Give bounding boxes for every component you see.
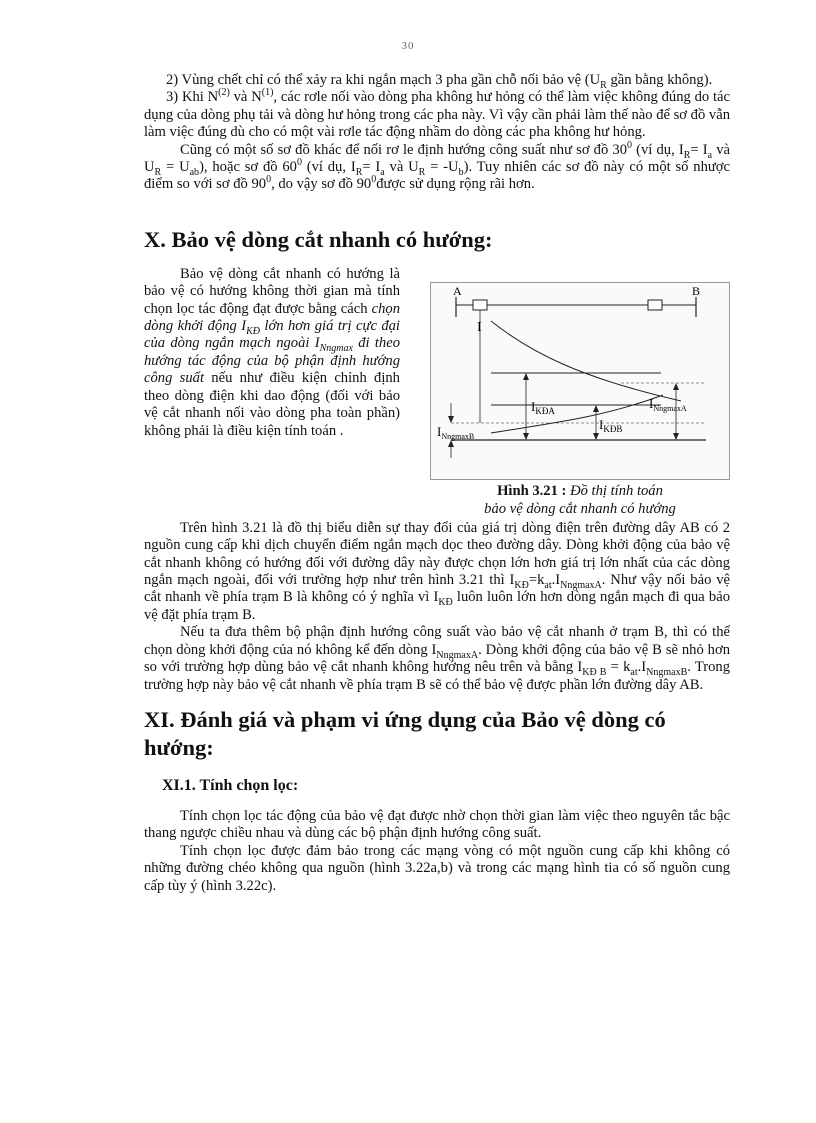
label-a: A <box>453 283 462 298</box>
curve-from-b <box>491 395 663 433</box>
paragraph-dead-zone: 2) Vùng chết chỉ có thể xảy ra khi ngắn mạch 3 pha gần chỗ nối bảo vệ ($U_R$ gần bằng không). <box>166 72 713 91</box>
label-ikdb: $I_{KĐB}$ <box>599 416 623 434</box>
figure-frame <box>430 282 730 480</box>
section-x-intro-with-figure <box>144 266 730 518</box>
breaker-b <box>648 300 662 310</box>
page-number: 30 <box>401 40 415 52</box>
paragraph-selectivity-2: Tính chọn lọc được đảm bảo trong các mạng vòng có một nguồn cung cấp khi không có những đường chéo không qua nguồn (hình 3.22a,b) và trong các mạng hình tia có số nguồn cung cấp tùy ý (hình 3.22c). <box>144 842 730 894</box>
section-heading-x: X. Bảo vệ dòng cắt nhanh có hướng: <box>144 226 493 252</box>
paragraph-directional-instant: Bảo vệ dòng cắt nhanh có hướng là bảo vệ có hướng không thời gian mà tính chọn lọc tác động đạt được bằng cách chọn dòng khởi động $I_{KĐ}$ lớn hơn giá trị cực đại của dòng ngắn mạch ngoài $I_{Nngmax}$ đi theo hướng tác động của bộ phận định hướng công suất nếu như điều kiện chỉnh định theo dòng điện khi dao động (đối với bảo vệ cắt nhanh nối vào dòng pha toàn phần) không phải là điều kiện tính toán . <box>144 265 400 439</box>
paragraph-other-schemes: Cũng có một số sơ đồ khác để nối rơ le định hướng công suất như sơ đồ $30^0$ (ví dụ, $I_R= I_a$ và $U_R = U_{ab}$), hoặc sơ đồ $60^0$ (ví dụ, $I_R= I_a$ và $U_R = -U_b$). Tuy nhiên các sơ đồ này có một số nhược điểm so với sơ đồ $90^0$, do vậy sơ đồ $90^0được$ sử dụng rộng rãi hơn. <box>144 139 730 193</box>
label-b: B <box>692 283 701 298</box>
figure-caption: Hình 3.21 : Đồ thị tính toán bảo vệ dòng cắt nhanh có hướng <box>484 482 676 517</box>
paragraph-figure-explanation: Trên hình 3.21 là đồ thị biểu diễn sự thay đổi của giá trị dòng điện trên đường dây AB có 2 nguồn cung cấp khi dịch chuyển điểm ngắn mạch dọc theo đường dây. Dòng khởi động của bảo vệ cắt nhanh không có hướng đối với đường dây này được chọn lớn hơn giá trị lớn nhất của các dòng ngắn mạch ngoài, đối với trường hợp như trên hình 3.21 thì $I_{KĐ}=k_{at}.I_{NngmaxA}$. Như vậy nối bảo vệ cắt nhanh về phía trạm B là không có ý nghĩa vì $I_{KĐ}$ luôn luôn lớn hơn dòng ngắn mạch đi qua bảo vệ đặt phía trạm B. <box>144 519 731 623</box>
label-nngmaxb: $I_{NngmaxB}$ <box>437 423 475 441</box>
breaker-a <box>473 300 487 310</box>
label-nngmaxa: $I_{NngmaxA}$ <box>649 395 687 413</box>
label-ikda: $I_{KĐA}$ <box>531 398 555 416</box>
paragraph-selectivity-1: Tính chọn lọc tác động của bảo vệ đạt được nhờ chọn thời gian làm việc theo nguyên tắc bậc thang ngược chiều nhau và dùng các bộ phận định hướng công suất. <box>144 807 730 842</box>
label-i: I <box>477 319 482 335</box>
figure-3-21 <box>430 282 730 518</box>
document-body <box>144 72 730 895</box>
paragraph-n2-n1: 3) Khi $N^{(2)}$ và $N^{(1)}$, các rơle nối vào dòng pha không hư hỏng có thể làm việc không đúng do tác dụng của dòng phụ tải và dòng hư hỏng trong các pha này. Vì vậy cần phải làm thế nào để sơ đồ vẫn làm việc đúng dù cho có một vài rơle tác động nhầm do dòng các pha không hư hỏng. <box>144 87 730 141</box>
subsection-heading-xi-1: XI.1. Tính chọn lọc: <box>162 776 299 794</box>
section-heading-xi: XI. Đánh giá và phạm vi ứng dụng của Bảo vệ dòng có hướng: <box>144 706 666 760</box>
current-diagram <box>431 283 729 479</box>
curve-from-a <box>491 321 681 401</box>
paragraph-direction-element: Nếu ta đưa thêm bộ phận định hướng công suất vào bảo vệ cắt nhanh ở trạm B, thì có thể chọn dòng khởi động của nó không kể đến dòng $I_{NngmaxA}$. Dòng khởi động của bảo vệ B sẽ nhỏ hơn so với trường hợp dùng bảo vệ cắt nhanh không hướng nêu trên và bằng $I_{KĐ B} = k_{at}.I_{NngmaxB}$. Trong trường hợp này bảo vệ cắt nhanh về phía trạm B sẽ có thể bảo vệ được phần lớn đường dây AB. <box>144 624 730 693</box>
